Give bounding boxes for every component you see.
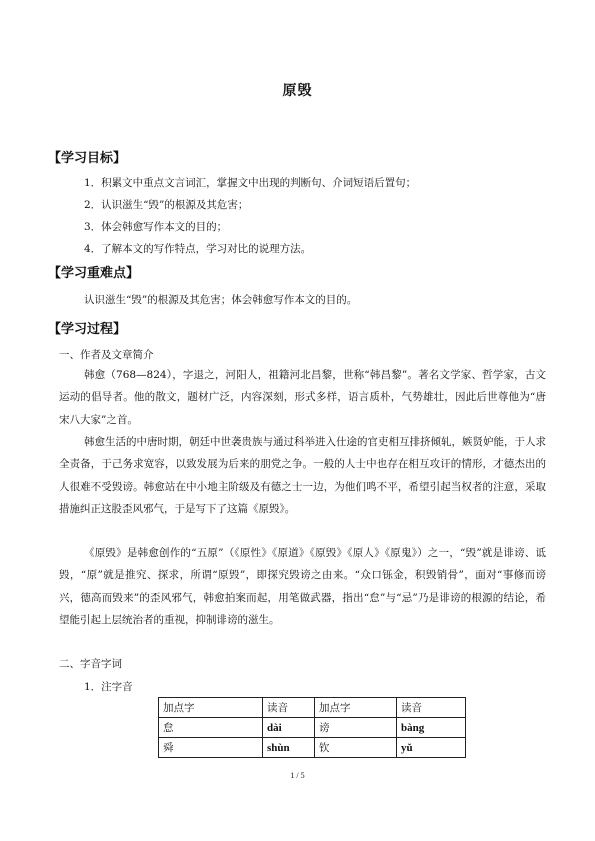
table-cell-char: 怠 — [159, 718, 263, 738]
author-intro-paragraph: 韩愈（768—824），字退之，河阳人，祖籍河北昌黎，世称“韩昌黎”。著名文学家、哲学家，古文运动的倡导者。他的散文，题材广泛，内容深刻，形式多样，语言质朴，气势雄壮，因此后世尊他为“唐宋八大家”之首。 — [59, 369, 546, 426]
goal-item-2: 2．认识滋生“毁”的根源及其危害； — [84, 199, 249, 211]
goals-heading: 【学习目标】 — [48, 151, 127, 166]
difficulties-text: 认识滋生“毁”的根源及其危害；体会韩愈写作本文的目的。 — [84, 294, 358, 306]
table-cell-pinyin: shùn — [263, 738, 315, 758]
background-paragraph: 韩愈生活的中唐时期，朝廷中世袭贵族与通过科举进入仕途的官吏相互排挤倾轧，嫉贤妒能，于人求全责备，于己务求宽容，以致发展为后来的朋党之争。一般的人士中也存在相互攻讦的情形，才德杰出的人很难不受毁谤。韩愈站在中小地主阶级及有德之士一边，为他们鸣不平，希望引起当权者的注意，采取措施纠正这股歪风邪气，于是写下了这篇《原毁》。 — [59, 436, 546, 515]
page-number: 1 / 5 — [290, 771, 305, 780]
goal-item-4: 4．了解本文的写作特点，学习对比的说理方法。 — [84, 243, 312, 255]
process-heading: 【学习过程】 — [48, 322, 127, 337]
table-header-row — [159, 698, 466, 718]
page-title: 原毁 — [282, 83, 313, 99]
table-cell-char: 谤 — [315, 718, 397, 738]
table-header-cell: 加点字 — [159, 698, 263, 718]
goal-item-1: 1．积累文中重点文言词汇，掌握文中出现的判断句、介词短语后置句； — [84, 177, 417, 189]
part1-title: 一、作者及文章简介 — [59, 349, 154, 361]
table-cell-pinyin: bàng — [397, 718, 466, 738]
table-row — [159, 718, 466, 738]
table-cell-char: 钦 — [315, 738, 397, 758]
article-intro-paragraph: 《原毁》是韩愈创作的“五原”（《原性》《原道》《原毁》《原人》《原鬼》）之一，“毁”就是诽谤、诋毁，“原”就是推究、探求，所谓“原毁”，即探究毁谤之由来。“众口铄金，积毁销骨”，面对“事修而谤兴，德高而毁来”的歪风邪气，韩愈拍案而起，用笔做武器，指出“怠”与“忌”乃是诽谤的根源的结论，希望能引起上层统治者的重视，抑制诽谤的滋生。 — [59, 547, 546, 626]
table-cell-pinyin: yǔ — [397, 738, 466, 758]
table-header-cell: 加点字 — [315, 698, 397, 718]
table-header-cell: 读音 — [397, 698, 466, 718]
difficulties-heading: 【学习重难点】 — [48, 266, 140, 281]
table-cell-char: 舜 — [159, 738, 263, 758]
goal-item-3: 3．体会韩愈写作本文的目的； — [84, 221, 228, 233]
pronunciation-table — [158, 697, 466, 758]
table-cell-pinyin: dài — [263, 718, 315, 738]
table-row — [159, 738, 466, 758]
sub1-title: 1．注字音 — [84, 681, 133, 693]
table-header-cell: 读音 — [263, 698, 315, 718]
part2-title: 二、字音字词 — [59, 658, 122, 670]
